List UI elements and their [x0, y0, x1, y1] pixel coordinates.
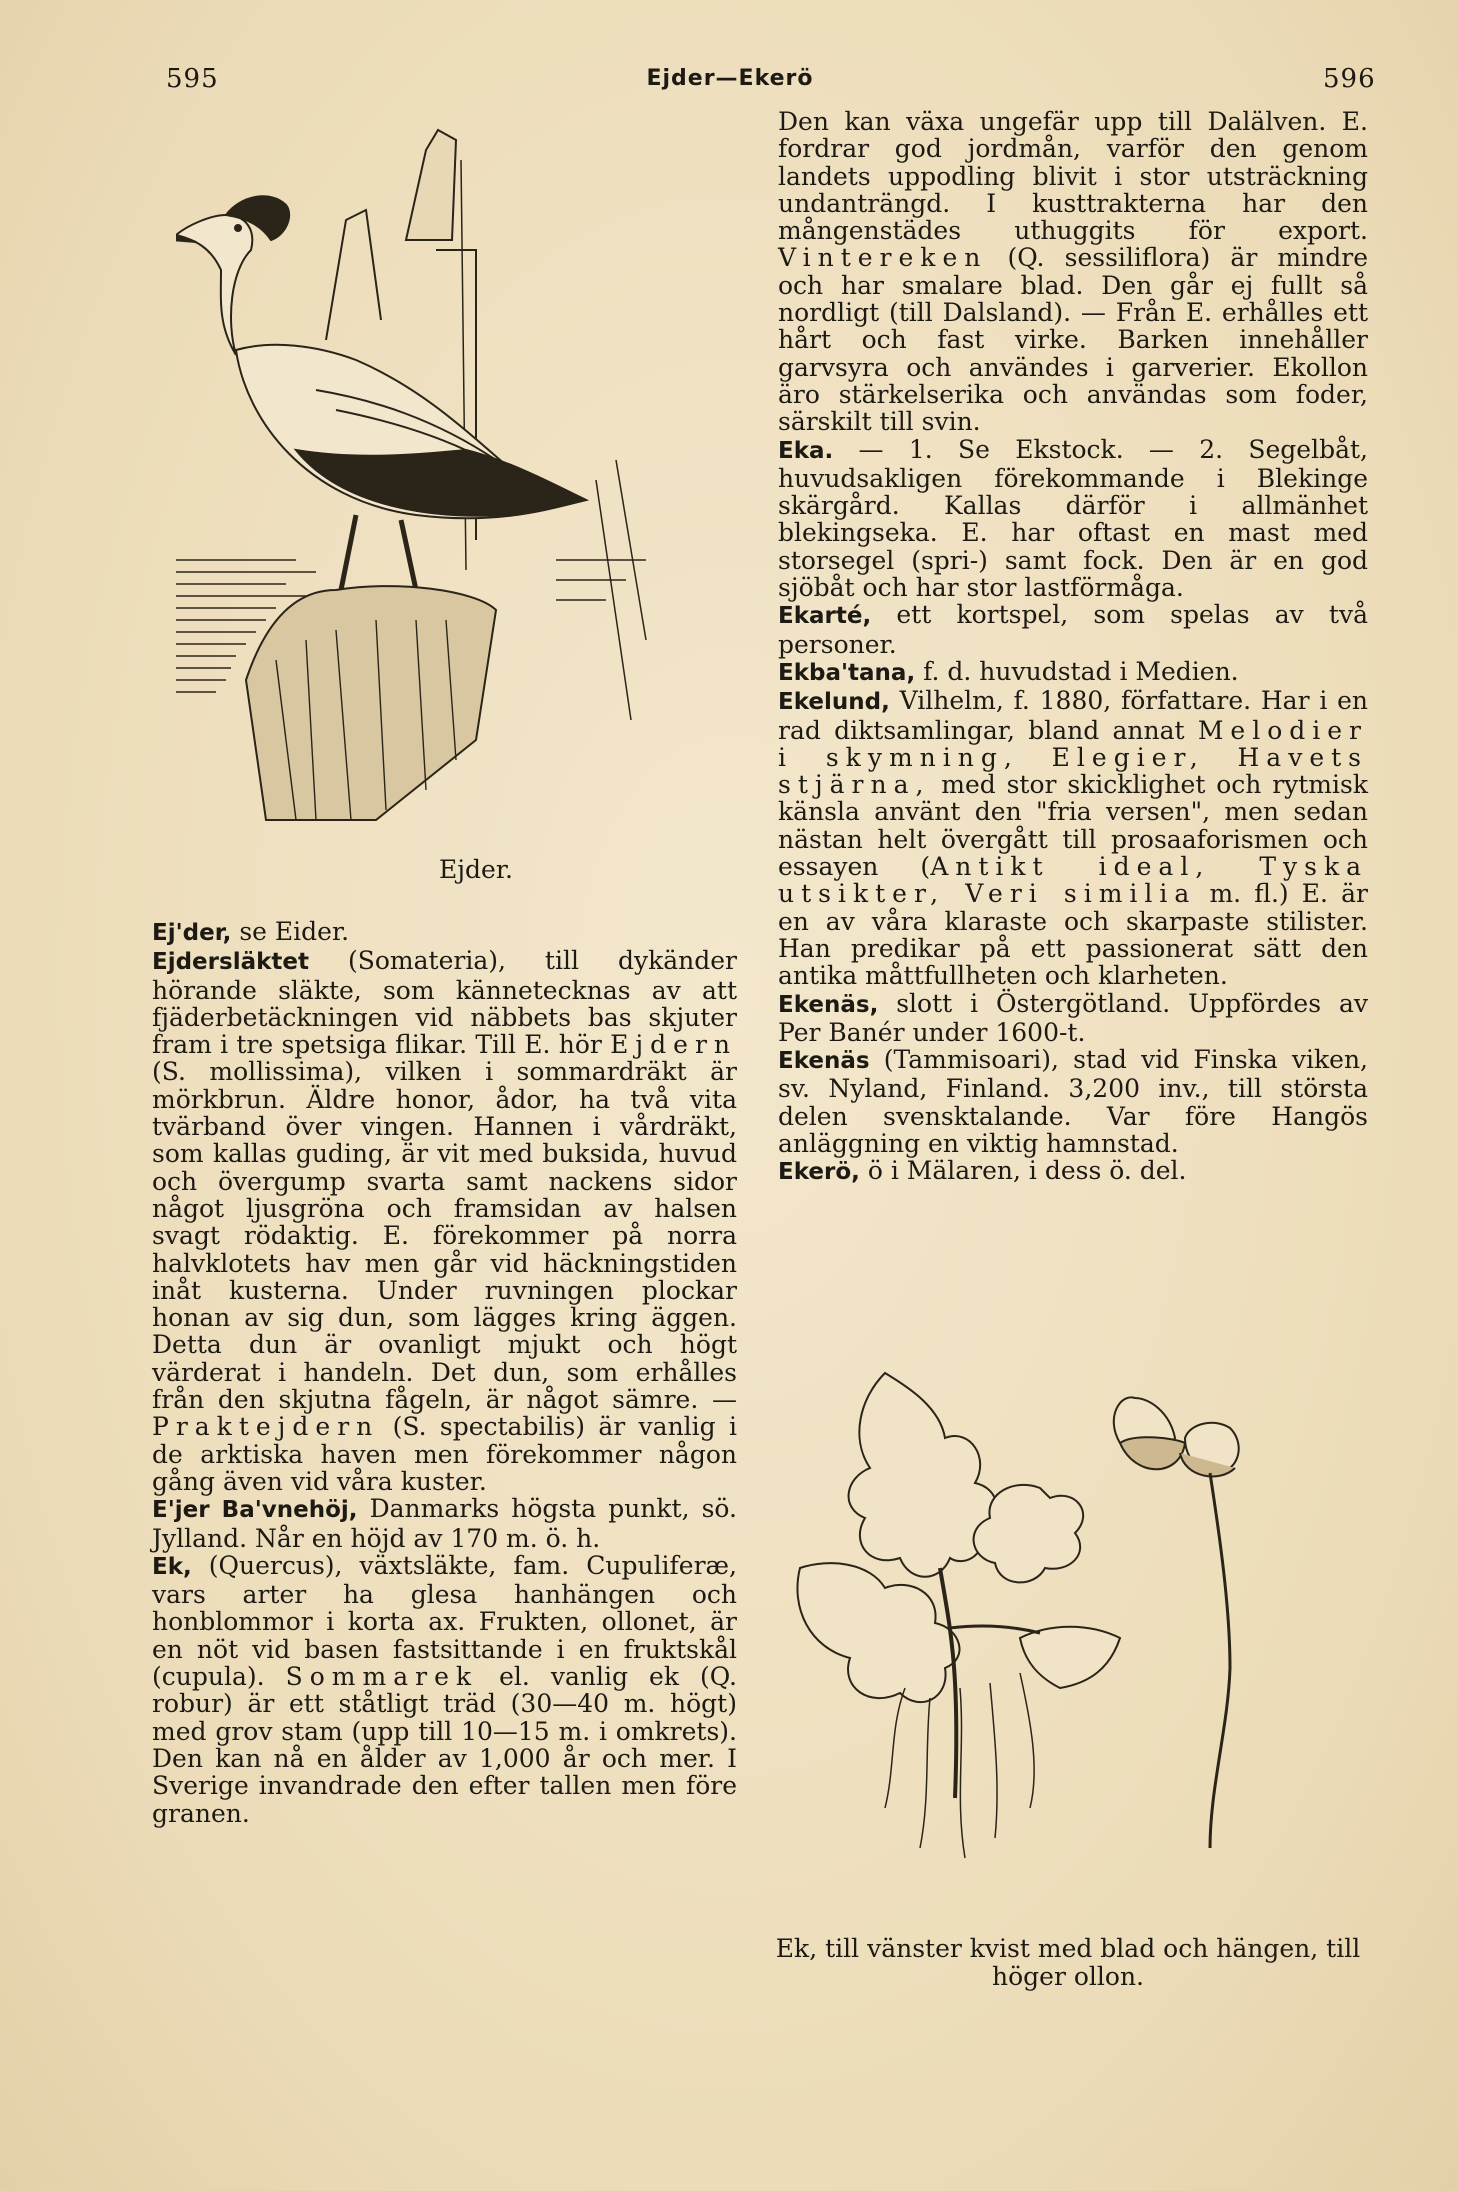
headword: Ekenäs: [778, 1048, 870, 1075]
page-number-left: 595: [166, 64, 219, 94]
duck-caption: Ejder.: [439, 855, 513, 884]
entry-text: (Quercus), växtsläkte, fam. Cupuliferæ, vars arter ha glesa hanhängen och honblommor i korta ax. Frukten, ollonet, är en nöt vid basen fastsittande i en fruktskål (cupula).: [152, 1550, 737, 1692]
spaced-term: Antikt ideal, Tyska utsikter, Veri similia: [778, 852, 1368, 909]
entry-text: el. vanlig ek (Q. robur) är ett ståtligt träd (30—40 m. högt) med grov stam (upp till 10—15 m. i omkrets). Den kan nå en ålder av 1,000 år och mer. I Sverige invandrade den efter tallen men före granen.: [152, 1662, 737, 1828]
entry-text: f. d. huvudstad i Medien.: [915, 656, 1239, 686]
page-number-right: 596: [1323, 64, 1376, 94]
entry-text: Vilhelm, f. 1880, författare. Har i en rad diktsamlingar, bland annat: [778, 686, 1368, 745]
headword: Ekarté,: [778, 603, 872, 630]
spaced-term: Praktejdern: [152, 1412, 380, 1442]
entry-text: (S. mollissima), vilken i sommardräkt är mörkbrun. Äldre honor, ådor, ha två vita tvärband över vingen. Hannen i vårdräkt, som kallas guding, är vit med buksida, huvud och övergump svarta samt nackens sidor något ljusgröna och framsidan av halsen svagt rödaktig. E. förekommer på norra halvklotets hav men går vid häckningstiden inåt kusterna. Under ruvningen plockar honan av sig dun, som lägges kring äggen. Detta dun är ovanligt mjukt och högt värderat i handeln. Det dun, som erhålles från den skjutna fågeln, är något sämre. —: [152, 1057, 737, 1415]
entry-text: se Eider.: [231, 917, 350, 946]
spaced-term: Vintereken: [778, 243, 988, 273]
entry-text: Danmarks högsta punkt, sö. Jylland. Når en höjd av 170 m. ö. h.: [152, 1494, 737, 1553]
entry: [152, 1495, 737, 1552]
entry: [152, 1552, 737, 1827]
entry: [152, 918, 737, 947]
entry: [152, 947, 737, 1495]
entry-text: (Somateria), till dykänder hörande släkte, som kännetecknas av att fjäderbetäckningen vid näbbets bas skjuter fram i tre spetsiga flikar. Till E. hör: [152, 946, 737, 1060]
entry-text: (Tammisoari), stad vid Finska viken, sv. Nyland, Finland. 3,200 inv., till största delen svensktalande. Var före Hangös anläggning en viktig hamnstad.: [778, 1045, 1368, 1158]
oak-caption: Ek, till vänster kvist med blad och hängen, till höger ollon.: [775, 1934, 1361, 1991]
spaced-term: Sommarek: [285, 1662, 479, 1692]
entry: [778, 1157, 1368, 1186]
headword: Ekenäs,: [778, 991, 879, 1018]
left-column: [152, 918, 737, 1827]
entry-text: Den kan växa ungefär upp till Dalälven. E. fordrar god jordmån, varför den genom landets uppodling blivit i stor utsträckning undanträngd. I kusttrakterna har den mångenstädes uthuggits för export.: [778, 107, 1368, 246]
headword: Ekba'tana,: [778, 659, 916, 686]
entry-text: slott i Östergötland. Uppfördes av Per Banér under 1600-t.: [778, 988, 1368, 1047]
entry-text: (S. spectabilis) är vanlig i de arktiska haven men förekommer någon gång även vid våra kuster.: [152, 1412, 737, 1496]
entry-text: ö i Mälaren, i dess ö. del.: [859, 1156, 1187, 1186]
entry: [778, 108, 1368, 436]
oak-branch-acorns-illustration-icon: [790, 1368, 1350, 1928]
entry: [778, 658, 1368, 687]
running-head: Ejder—Ekerö: [646, 66, 814, 91]
entry-text: — 1. Se Ekstock. — 2. Segelbåt, huvudsakligen förekommande i Blekinge skärgård. Kallas därför i allmänhet blekingseka. E. har oftast en mast med storsegel (spri-) samt fock. Den är en god sjöbåt och har stor lastförmåga.: [778, 434, 1368, 603]
spaced-term: Ejdern: [610, 1030, 737, 1060]
entry-text: m. fl.) E. är en av våra klaraste och skarpaste stilister. Han predikar på ett passionerat sätt den antika måttfullheten och klarheten.: [778, 879, 1368, 991]
entry-text: (Q. sessiliflora) är mindre och har smalare blad. Den går ej fullt så nordligt (till Dalsland). — Från E. erhålles ett hårt och fast virke. Barken innehåller garvsyra och användes i garverier. Ekollon äro stärkelserika och användas som foder, särskilt till svin.: [778, 243, 1368, 437]
headword: Ekelund,: [778, 689, 890, 716]
entry: [778, 601, 1368, 658]
entry: [778, 990, 1368, 1047]
headword: Ekerö,: [778, 1159, 860, 1186]
headword: E'jer Ba'vnehöj,: [152, 1497, 358, 1524]
headword: Ej'der,: [152, 920, 232, 946]
headword: Ejdersläktet: [152, 949, 309, 976]
spaced-term: Melodier i skymning, Elegier, Havets stjärna,: [778, 715, 1368, 800]
eider-duck-illustration-icon: [176, 120, 736, 840]
entry: [778, 687, 1368, 989]
headword: Eka.: [778, 437, 834, 464]
entry-text: med stor skicklighet och rytmisk känsla använt den "fria versen", men sedan nästan helt övergått till prosaaforismen och essayen (: [778, 770, 1368, 882]
headword: Ek,: [152, 1553, 192, 1580]
entry-text: ett kortspel, som spelas av två personer.: [778, 600, 1368, 659]
entry: [778, 1046, 1368, 1157]
entry: [778, 436, 1368, 602]
right-column: [778, 108, 1368, 1187]
